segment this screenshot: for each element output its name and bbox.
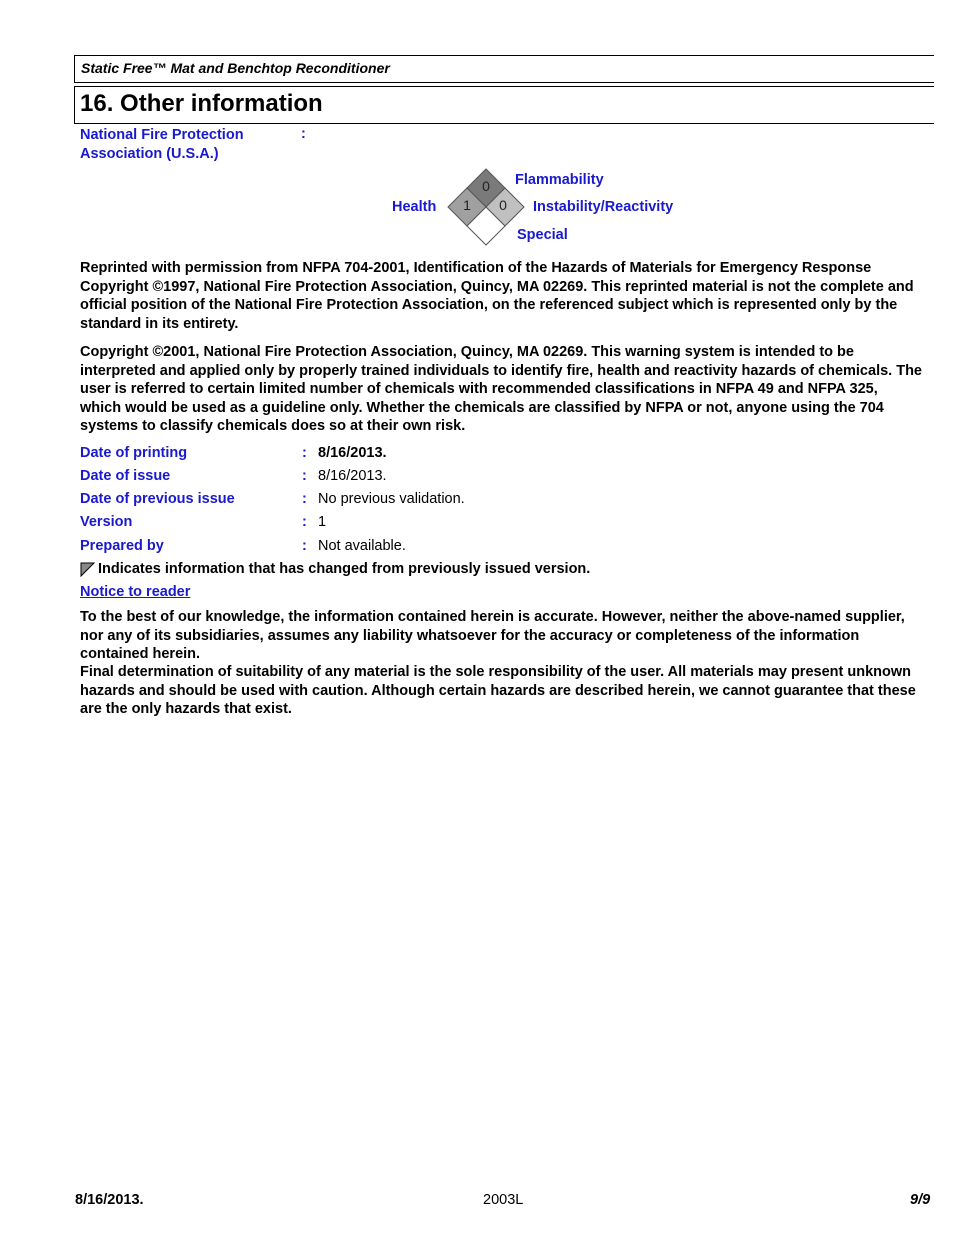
footer-product-code: 2003L (483, 1192, 524, 1208)
nfpa-instability-label: Instability/Reactivity (533, 199, 674, 215)
info-colon: : (302, 491, 307, 507)
section-title: 16. Other information (74, 86, 934, 124)
nfpa-health-label: Health (392, 199, 437, 215)
nfpa-label: National Fire Protection Association (U.S.A.) (80, 127, 244, 162)
nfpa-instability-value: 0 (499, 197, 507, 213)
info-colon: : (302, 514, 307, 530)
info-row-date-of-issue (80, 468, 922, 488)
info-value: Not available. (318, 538, 406, 554)
info-row-prepared-by (80, 538, 922, 558)
changed-note-text: Indicates information that has changed from previously issued version. (98, 561, 591, 577)
footer-page-number: 9/9 (910, 1192, 931, 1208)
info-colon: : (302, 538, 307, 554)
notice-to-reader-link[interactable]: Notice to reader (80, 584, 191, 600)
info-value: No previous validation. (318, 491, 465, 507)
copyright-paragraph: Copyright ©2001, National Fire Protection Association, Quincy, MA 02269. This warning system is intended to be interpreted and applied only by properly trained individuals to identify fire, health and reactivity hazards of chemicals. The user is referred to certain limited number of chemicals with recommended classifications in NFPA 49 and NFPA 325, which would be used as a guideline only. Whether the chemicals are classified by NFPA or not, anyone using the 704 systems to classify chemicals does so at their own risk. (80, 344, 922, 435)
changed-marker-icon (80, 562, 95, 577)
reprint-paragraph: Reprinted with permission from NFPA 704-2001, Identification of the Hazards of Materials for Emergency Response Copyright ©1997, National Fire Protection Association, Quincy, MA 02269. This reprinted material is not the complete and official position of the National Fire Protection Association, on the referenced subject which is represented only by the standard in its entirety. (80, 260, 914, 332)
info-colon: : (302, 445, 307, 461)
product-name-header: Static Free™ Mat and Benchtop Reconditioner (74, 55, 934, 83)
info-row-date-of-previous-issue (80, 491, 922, 511)
footer-date: 8/16/2013. (75, 1192, 144, 1208)
info-label: Prepared by (80, 538, 164, 554)
info-value: 8/16/2013. (318, 468, 387, 484)
nfpa-health-value: 1 (463, 197, 471, 213)
info-row-version (80, 514, 922, 534)
info-value: 1 (318, 514, 327, 530)
notice-paragraph-1: To the best of our knowledge, the information contained herein is accurate. However, neither the above-named supplier, nor any of its subsidiaries, assumes any liability whatsoever for the accuracy or completeness of the information contained herein. (80, 609, 905, 663)
info-colon: : (302, 468, 307, 484)
changed-info-note (80, 561, 590, 577)
nfpa-colon: : (301, 126, 306, 142)
info-label: Date of issue (80, 468, 171, 484)
notice-paragraph-2: Final determination of suitability of any material is the sole responsibility of the user. All materials may present unknown hazards and should be used with caution. Although certain hazards are described herein, we cannot guarantee that these are the only hazards that exist. (80, 664, 916, 718)
nfpa-diamond (380, 166, 700, 250)
info-row-date-of-printing (80, 445, 922, 465)
info-label: Version (80, 514, 133, 530)
nfpa-flammability-label: Flammability (515, 172, 604, 188)
nfpa-special-label: Special (517, 227, 568, 243)
nfpa-flammability-value: 0 (482, 178, 490, 194)
info-value: 8/16/2013. (318, 445, 387, 461)
info-label: Date of previous issue (80, 491, 235, 507)
info-label: Date of printing (80, 445, 188, 461)
